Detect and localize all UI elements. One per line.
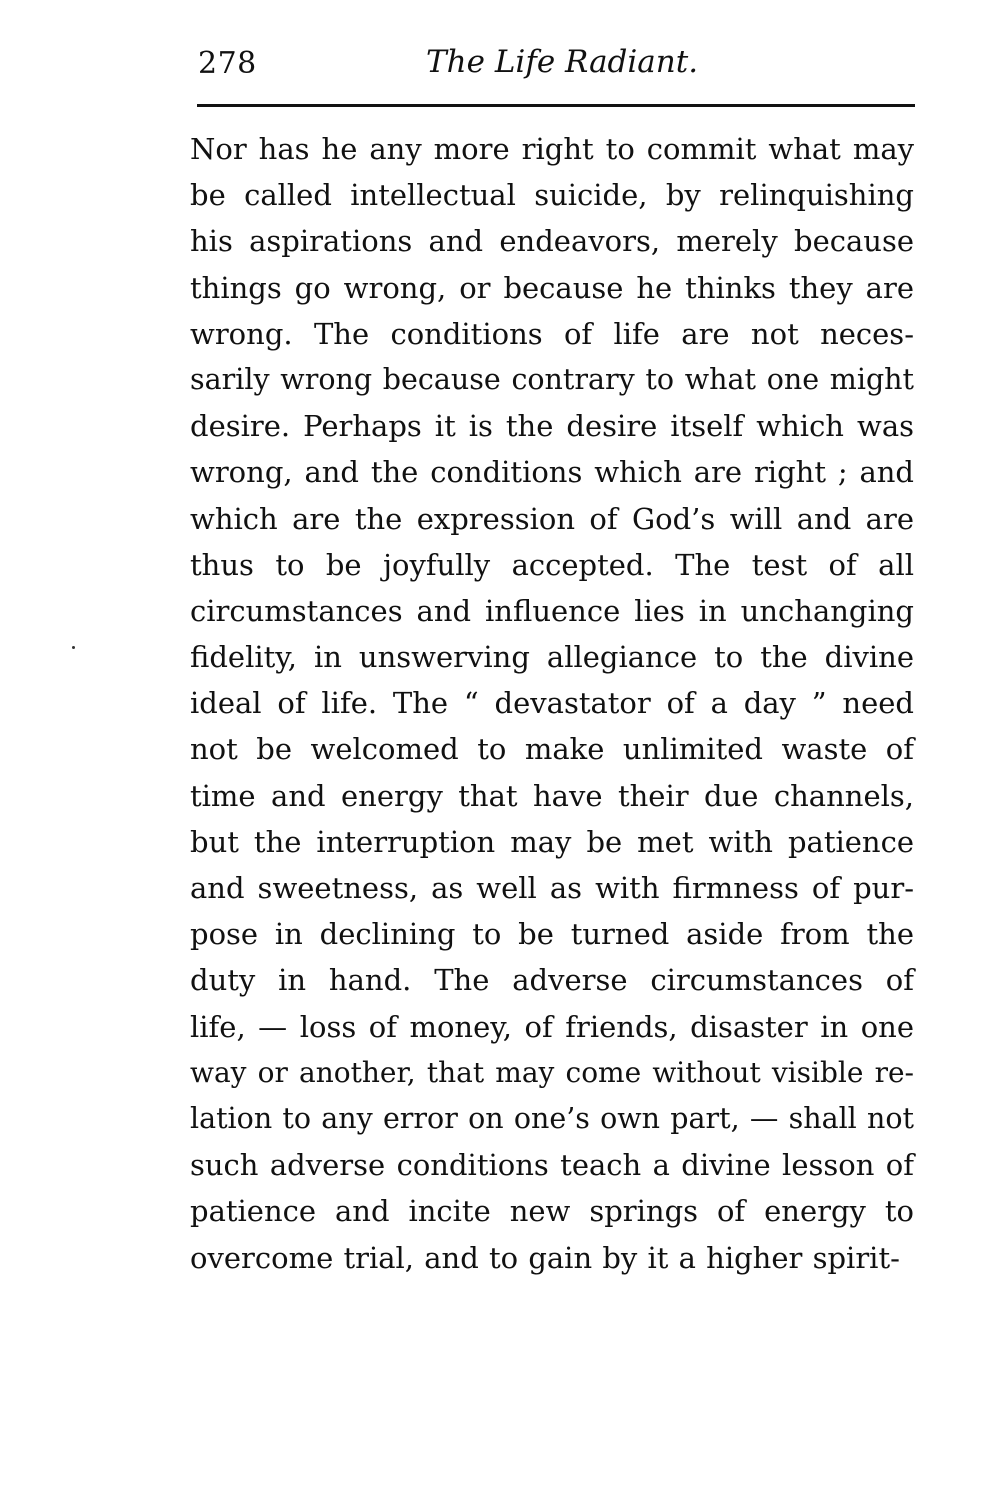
text-line: time and energy that have their due channels, <box>190 778 914 813</box>
text-line: his aspirations and endeavors, merely because <box>190 224 914 259</box>
text-line: life, — loss of money, of friends, disaster in one <box>190 1009 914 1044</box>
text-line: but the interruption may be met with patience <box>190 824 914 859</box>
running-title: The Life Radiant. <box>426 44 699 80</box>
text-line: patience and incite new springs of energy to <box>190 1194 914 1229</box>
text-line: overcome trial, and to gain by it a higher spirit- <box>190 1240 900 1275</box>
text-line: not be welcomed to make unlimited waste of <box>190 732 914 767</box>
text-line: be called intellectual suicide, by relinquishing <box>190 178 914 213</box>
text-line: sarily wrong because contrary to what one might <box>190 362 914 396</box>
text-line: wrong, and the conditions which are right ; and <box>190 455 914 490</box>
text-line: way or another, that may come without visible re- <box>190 1055 914 1089</box>
text-line: which are the expression of God’s will and are <box>190 501 914 536</box>
text-line: ideal of life. The “ devastator of a day ” need <box>190 686 914 721</box>
text-line: desire. Perhaps it is the desire itself which was <box>190 409 914 444</box>
running-head <box>198 40 914 86</box>
text-line: circumstances and influence lies in unchanging <box>190 593 914 628</box>
text-line: Nor has he any more right to commit what may <box>190 132 914 166</box>
text-line: and sweetness, as well as with firmness of pur- <box>190 871 914 905</box>
text-line: such adverse conditions teach a divine lesson of <box>190 1148 914 1183</box>
text-line: pose in declining to be turned aside from the <box>190 917 914 952</box>
text-line: wrong. The conditions of life are not neces- <box>190 316 914 351</box>
text-line: duty in hand. The adverse circumstances of <box>190 963 914 998</box>
text-line: lation to any error on one’s own part, — shall not <box>190 1101 914 1135</box>
margin-speck <box>72 646 75 649</box>
text-line: fidelity, in unswerving allegiance to the divine <box>190 640 914 675</box>
body-paragraph <box>190 126 914 1281</box>
header-rule <box>197 104 915 107</box>
text-line: thus to be joyfully accepted. The test of all <box>190 547 914 582</box>
text-line: things go wrong, or because he thinks they are <box>190 270 914 305</box>
page-number: 278 <box>198 46 257 81</box>
